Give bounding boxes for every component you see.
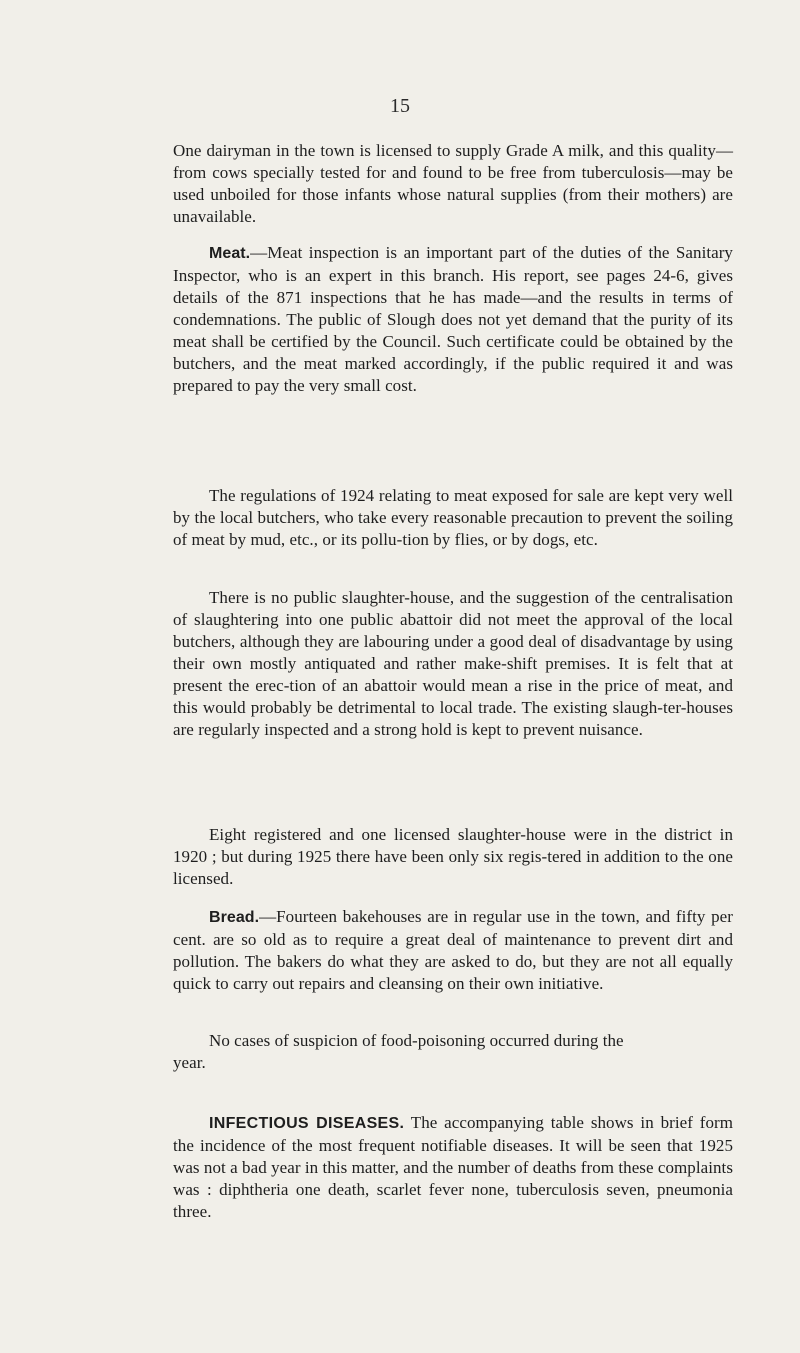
paragraph-line: No cases of suspicion of food-poisoning occurred during the xyxy=(209,1031,624,1050)
paragraph-grade-a-milk xyxy=(173,140,733,228)
paragraph-line: year. xyxy=(173,1053,206,1072)
paragraph-text: The regulations of 1924 relating to meat exposed for sale are kept very well by the local butchers, who take every reasonable precaution to prevent the soiling of meat by mud, etc., or its pollu-tion by flies, or by dogs, etc. xyxy=(173,486,733,549)
infectious-diseases-heading: INFECTIOUS DISEASES. xyxy=(209,1115,405,1132)
paragraph-text: —Fourteen bakehouses are in regular use in the town, and fifty per cent. are so old as to require a great deal of maintenance to prevent dirt and pollution. The bakers do what they are asked to do, but they are not all equally quick to carry out repairs and cleansing on their own initiative. xyxy=(173,907,733,993)
paragraph-registered-slaughter-houses xyxy=(173,824,733,890)
page-number: 15 xyxy=(390,95,410,117)
paragraph-meat xyxy=(173,242,733,397)
paragraph-text: One dairyman in the town is licensed to supply Grade A milk, and this quality—from cows specially tested for and found to be free from tuberculosis—may be used unboiled for those infants whose natural supplies (from their mothers) are unavailable. xyxy=(173,141,733,226)
paragraph-text: Eight registered and one licensed slaughter-house were in the district in 1920 ; but during 1925 there have been only six regis-tered in addition to the one licensed. xyxy=(173,825,733,888)
paragraph-food-poisoning xyxy=(173,1030,733,1074)
paragraph-text: —Meat inspection is an important part of the duties of the Sanitary Inspector, who is an expert in this branch. His report, see pages 24-6, gives details of the 871 inspections that he has made—and the results in terms of condemnations. The public of Slough does not yet demand that the purity of its meat shall be certified by the Council. Such certificate could be obtained by the butchers, and the meat marked accordingly, if the public required it and was prepared to pay the very small cost. xyxy=(173,243,733,395)
paragraph-meat-regulations xyxy=(173,485,733,551)
paragraph-bread xyxy=(173,906,733,995)
paragraph-text: The accompanying table shows in brief form the incidence of the most frequent notifiable diseases. It will be seen that 1925 was not a bad year in this matter, and the number of deaths from these complaints was : diphtheria one death, scarlet fever none, tuberculosis seven, pneumonia three. xyxy=(173,1113,733,1221)
meat-heading: Meat. xyxy=(209,245,251,262)
bread-heading: Bread. xyxy=(209,909,260,926)
paragraph-slaughter-house xyxy=(173,587,733,741)
paragraph-infectious-diseases xyxy=(173,1112,733,1223)
paragraph-text: There is no public slaughter-house, and the suggestion of the centralisation of slaughtering into one public abattoir did not meet the approval of the local butchers, although they are labouring under a good deal of disadvantage by using their own mostly antiquated and rather make-shift premises. It is felt that at present the erec-tion of an abattoir would mean a rise in the price of meat, and this would probably be detrimental to local trade. The existing slaugh-ter-houses are regularly inspected and a strong hold is kept to prevent nuisance. xyxy=(173,588,733,739)
